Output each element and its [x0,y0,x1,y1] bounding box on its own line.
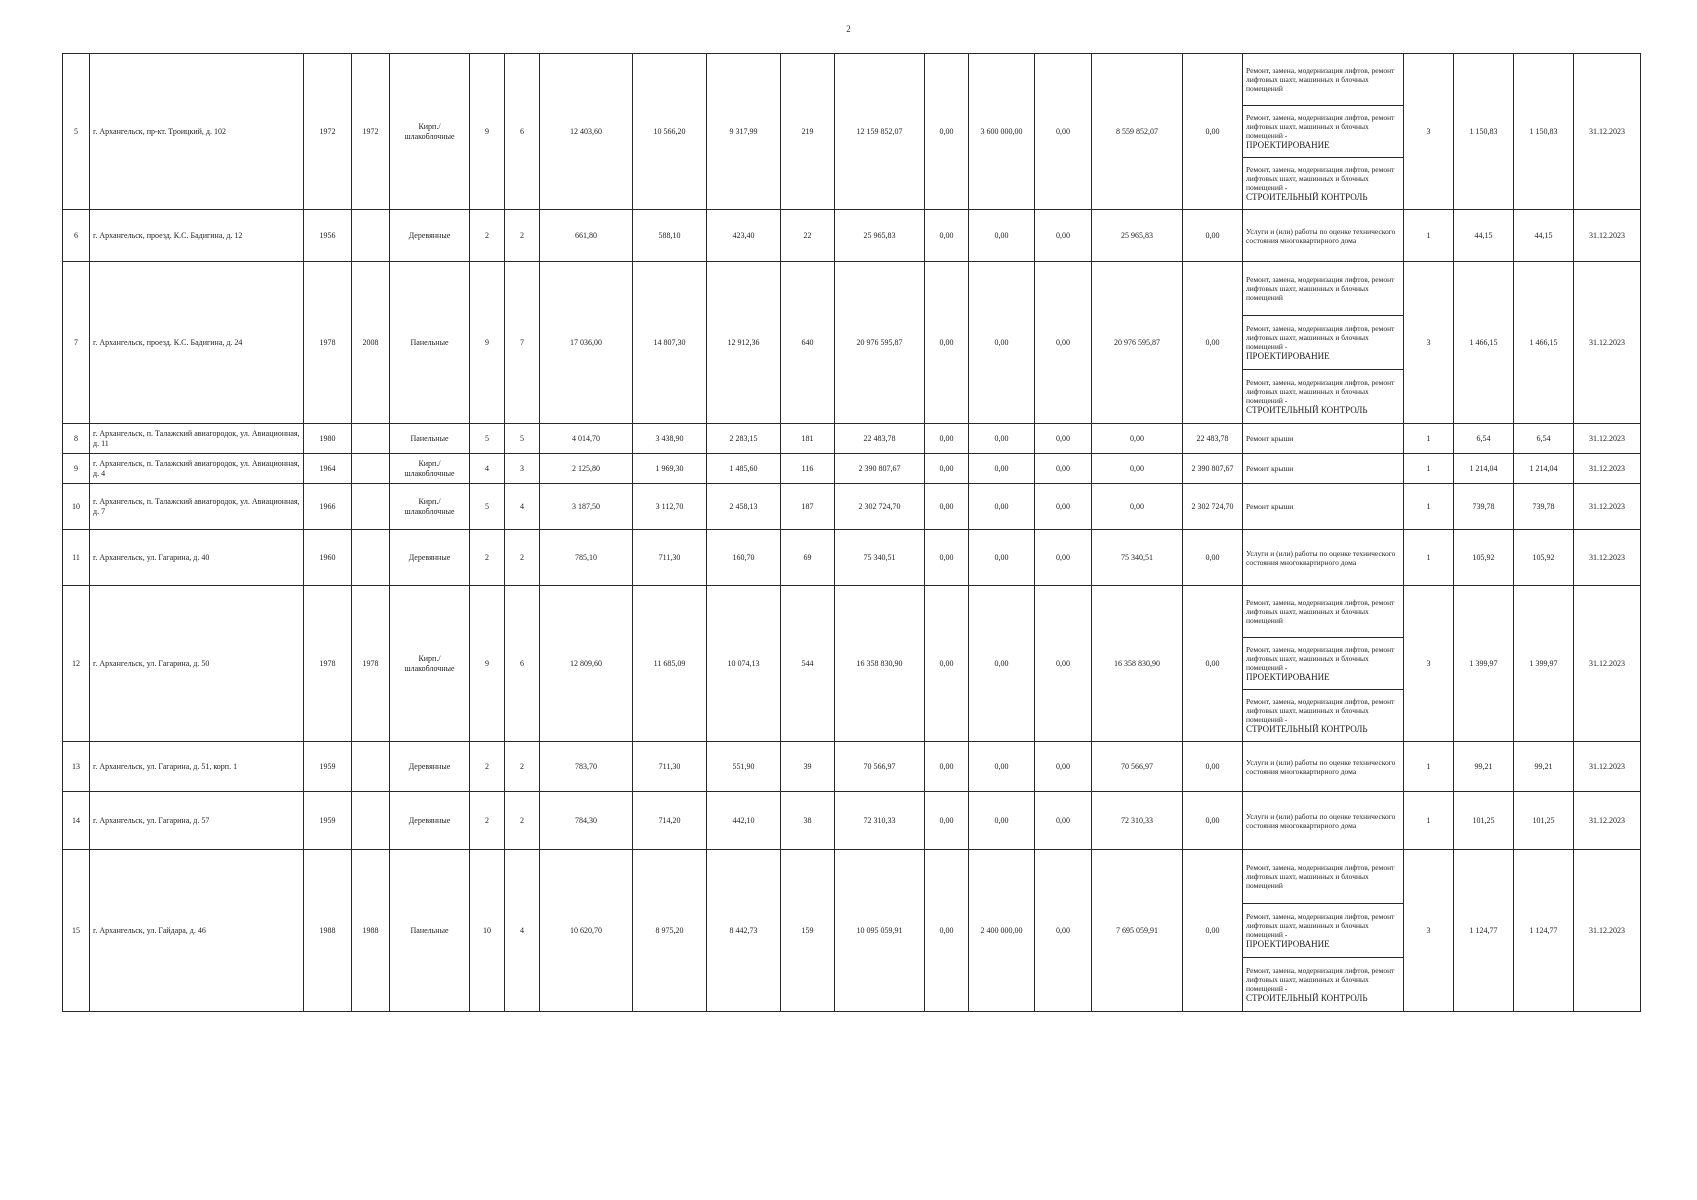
works-cell [1243,792,1404,850]
work-item [1243,370,1403,423]
work-item-text: Ремонт, замена, модернизация лифтов, ремонт лифтовых шахт, машинных и блочных помещений - [1246,965,1395,993]
funding-cell-2: 0,00 [969,424,1035,454]
year-built-cell: 1978 [304,586,352,742]
premises-area-cell: 711,30 [633,530,707,586]
living-area-cell: 10 074,13 [707,586,781,742]
funding-cell-4: 20 976 595,87 [1092,262,1183,424]
works-cell [1243,850,1404,1012]
address-cell: г. Архангельск, ул. Гагарина, д. 50 [90,586,304,742]
address-cell: г. Архангельск, ул. Гайдара, д. 46 [90,850,304,1012]
table-row [63,210,1641,262]
total-area-cell: 12 809,60 [540,586,633,742]
table-body [63,54,1641,1012]
row-number-cell: 13 [63,742,90,792]
entrances-cell: 2 [505,742,540,792]
year-commission-cell [352,454,390,484]
capital-repair-register-table [62,53,1641,1012]
funding-cell-5: 0,00 [1183,586,1243,742]
funding-cell-4: 16 358 830,90 [1092,586,1183,742]
premises-area-cell: 3 112,70 [633,484,707,530]
year-built-cell: 1964 [304,454,352,484]
deadline-cell: 31.12.2023 [1574,586,1641,742]
work-item-text: Ремонт, замена, модернизация лифтов, ремонт лифтовых шахт, машинных и блочных помещений - [1246,113,1395,140]
funding-cell-4: 72 310,33 [1092,792,1183,850]
units-cell: 3 [1404,850,1454,1012]
residents-cell: 69 [781,530,835,586]
entrances-cell: 3 [505,454,540,484]
funding-cell-3: 0,00 [1035,262,1092,424]
funding-cell-5: 0,00 [1183,530,1243,586]
floors-cell: 2 [470,792,505,850]
work-item-text: Ремонт крыши [1246,464,1294,473]
premises-area-cell: 711,30 [633,742,707,792]
work-item [1243,158,1403,209]
row-number-cell: 10 [63,484,90,530]
works-cell [1243,54,1404,210]
funding-cell-1: 0,00 [925,792,969,850]
address-cell: г. Архангельск, пр-кт. Троицкий, д. 102 [90,54,304,210]
work-item-stage: СТРОИТЕЛЬНЫЙ КОНТРОЛЬ [1246,404,1368,415]
works-stack [1243,851,1403,1011]
cost-total-cell: 75 340,51 [835,530,925,586]
work-item-text: Ремонт, замена, модернизация лифтов, ремонт лифтовых шахт, машинных и блочных помещений - [1246,377,1395,405]
funding-cell-1: 0,00 [925,454,969,484]
cost-total-cell: 2 390 807,67 [835,454,925,484]
page-number: 2 [846,24,851,34]
work-item-text: Услуги и (или) работы по оценке технического состояния многоквартирного дома [1246,757,1396,776]
entrances-cell: 4 [505,484,540,530]
units-cell: 1 [1404,210,1454,262]
table-row [63,424,1641,454]
funding-cell-5: 0,00 [1183,742,1243,792]
year-built-cell: 1960 [304,530,352,586]
living-area-cell: 442,10 [707,792,781,850]
units-cell: 3 [1404,586,1454,742]
works-cell [1243,424,1404,454]
unit-cost-cell-1: 1 399,97 [1454,586,1514,742]
entrances-cell: 4 [505,850,540,1012]
row-number-cell: 14 [63,792,90,850]
works-cell [1243,484,1404,530]
funding-cell-3: 0,00 [1035,586,1092,742]
funding-cell-4: 8 559 852,07 [1092,54,1183,210]
living-area-cell: 2 283,15 [707,424,781,454]
work-item [1243,263,1403,317]
work-item [1243,587,1403,639]
address-cell: г. Архангельск, ул. Гагарина, д. 51, корп. 1 [90,742,304,792]
funding-cell-5: 0,00 [1183,210,1243,262]
table-row [63,792,1641,850]
funding-cell-1: 0,00 [925,484,969,530]
funding-cell-3: 0,00 [1035,424,1092,454]
units-cell: 1 [1404,530,1454,586]
wall-material-cell: Кирп./ шлакоблочные [390,484,470,530]
work-item-text: Ремонт, замена, модернизация лифтов, ремонт лифтовых шахт, машинных и блочных помещений [1246,863,1395,891]
address-cell: г. Архангельск, проезд. К.С. Бадигина, д. 24 [90,262,304,424]
work-item-text: Ремонт крыши [1246,502,1294,511]
premises-area-cell: 11 685,09 [633,586,707,742]
year-commission-cell: 1972 [352,54,390,210]
cost-total-cell: 70 566,97 [835,742,925,792]
year-commission-cell [352,484,390,530]
residents-cell: 219 [781,54,835,210]
funding-cell-4: 0,00 [1092,424,1183,454]
floors-cell: 10 [470,850,505,1012]
entrances-cell: 7 [505,262,540,424]
funding-cell-3: 0,00 [1035,484,1092,530]
row-number-cell: 8 [63,424,90,454]
deadline-cell: 31.12.2023 [1574,210,1641,262]
cost-total-cell: 25 965,83 [835,210,925,262]
unit-cost-cell-2: 44,15 [1514,210,1574,262]
wall-material-cell: Кирп./ шлакоблочные [390,54,470,210]
living-area-cell: 12 912,36 [707,262,781,424]
funding-cell-5: 0,00 [1183,262,1243,424]
cost-total-cell: 22 483,78 [835,424,925,454]
funding-cell-3: 0,00 [1035,530,1092,586]
units-cell: 1 [1404,484,1454,530]
funding-cell-5: 0,00 [1183,850,1243,1012]
row-number-cell: 15 [63,850,90,1012]
work-item-stage: СТРОИТЕЛЬНЫЙ КОНТРОЛЬ [1246,723,1368,734]
living-area-cell: 423,40 [707,210,781,262]
work-item-text: Услуги и (или) работы по оценке технического состояния многоквартирного дома [1246,811,1396,830]
unit-cost-cell-1: 1 124,77 [1454,850,1514,1012]
total-area-cell: 785,10 [540,530,633,586]
wall-material-cell: Панельные [390,850,470,1012]
unit-cost-cell-1: 1 150,83 [1454,54,1514,210]
wall-material-cell: Деревянные [390,792,470,850]
deadline-cell: 31.12.2023 [1574,484,1641,530]
deadline-cell: 31.12.2023 [1574,742,1641,792]
funding-cell-2: 0,00 [969,210,1035,262]
year-commission-cell [352,792,390,850]
floors-cell: 9 [470,586,505,742]
units-cell: 1 [1404,742,1454,792]
cost-total-cell: 72 310,33 [835,792,925,850]
row-number-cell: 6 [63,210,90,262]
work-item-text: Ремонт, замена, модернизация лифтов, ремонт лифтовых шахт, машинных и блочных помещений [1246,598,1395,626]
units-cell: 1 [1404,424,1454,454]
works-cell [1243,210,1404,262]
entrances-cell: 5 [505,424,540,454]
total-area-cell: 661,80 [540,210,633,262]
work-item-stage: ПРОЕКТИРОВАНИЕ [1246,672,1330,682]
funding-cell-1: 0,00 [925,424,969,454]
work-item-text: Услуги и (или) работы по оценке технического состояния многоквартирного дома [1246,548,1396,567]
residents-cell: 181 [781,424,835,454]
total-area-cell: 12 403,60 [540,54,633,210]
work-item [1243,904,1403,958]
deadline-cell: 31.12.2023 [1574,262,1641,424]
wall-material-cell: Деревянные [390,742,470,792]
address-cell: г. Архангельск, ул. Гагарина, д. 57 [90,792,304,850]
deadline-cell: 31.12.2023 [1574,530,1641,586]
table-row [63,262,1641,424]
address-cell: г. Архангельск, ул. Гагарина, д. 40 [90,530,304,586]
premises-area-cell: 714,20 [633,792,707,850]
funding-cell-4: 7 695 059,91 [1092,850,1183,1012]
cost-total-cell: 12 159 852,07 [835,54,925,210]
unit-cost-cell-1: 105,92 [1454,530,1514,586]
work-item-stage: ПРОЕКТИРОВАНИЕ [1246,939,1330,949]
work-item-stage: ПРОЕКТИРОВАНИЕ [1246,351,1330,361]
work-item-text: Ремонт, замена, модернизация лифтов, ремонт лифтовых шахт, машинных и блочных помещений - [1246,912,1395,939]
funding-cell-4: 70 566,97 [1092,742,1183,792]
funding-cell-1: 0,00 [925,586,969,742]
work-item-stage: ПРОЕКТИРОВАНИЕ [1246,140,1330,150]
funding-cell-3: 0,00 [1035,850,1092,1012]
year-built-cell: 1988 [304,850,352,1012]
funding-cell-5: 22 483,78 [1183,424,1243,454]
floors-cell: 2 [470,530,505,586]
deadline-cell: 31.12.2023 [1574,454,1641,484]
funding-cell-2: 2 400 000,00 [969,850,1035,1012]
year-commission-cell [352,210,390,262]
funding-cell-4: 0,00 [1092,454,1183,484]
unit-cost-cell-1: 739,78 [1454,484,1514,530]
works-cell [1243,742,1404,792]
work-item [1243,958,1403,1011]
year-built-cell: 1972 [304,54,352,210]
table-row [63,54,1641,210]
table-row [63,850,1641,1012]
funding-cell-1: 0,00 [925,742,969,792]
wall-material-cell: Деревянные [390,210,470,262]
funding-cell-1: 0,00 [925,210,969,262]
residents-cell: 38 [781,792,835,850]
work-item [1243,638,1403,690]
living-area-cell: 1 485,60 [707,454,781,484]
work-item [1243,851,1403,905]
wall-material-cell: Кирп./ шлакоблочные [390,454,470,484]
premises-area-cell: 10 566,20 [633,54,707,210]
work-item [1243,106,1403,158]
year-built-cell: 1978 [304,262,352,424]
residents-cell: 22 [781,210,835,262]
funding-cell-2: 0,00 [969,484,1035,530]
funding-cell-2: 0,00 [969,586,1035,742]
residents-cell: 187 [781,484,835,530]
wall-material-cell: Деревянные [390,530,470,586]
deadline-cell: 31.12.2023 [1574,792,1641,850]
funding-cell-5: 0,00 [1183,54,1243,210]
funding-cell-3: 0,00 [1035,792,1092,850]
work-item [1243,316,1403,370]
unit-cost-cell-2: 739,78 [1514,484,1574,530]
funding-cell-5: 0,00 [1183,792,1243,850]
total-area-cell: 17 036,00 [540,262,633,424]
cost-total-cell: 2 302 724,70 [835,484,925,530]
work-item-stage: СТРОИТЕЛЬНЫЙ КОНТРОЛЬ [1246,992,1368,1003]
address-cell: г. Архангельск, п. Талажский авиагородок, ул. Авиационная, д. 11 [90,424,304,454]
works-cell [1243,586,1404,742]
unit-cost-cell-2: 1 124,77 [1514,850,1574,1012]
deadline-cell: 31.12.2023 [1574,424,1641,454]
entrances-cell: 2 [505,792,540,850]
unit-cost-cell-2: 105,92 [1514,530,1574,586]
premises-area-cell: 8 975,20 [633,850,707,1012]
table-row [63,586,1641,742]
unit-cost-cell-1: 101,25 [1454,792,1514,850]
residents-cell: 116 [781,454,835,484]
unit-cost-cell-2: 1 466,15 [1514,262,1574,424]
funding-cell-2: 0,00 [969,454,1035,484]
unit-cost-cell-2: 1 150,83 [1514,54,1574,210]
premises-area-cell: 14 807,30 [633,262,707,424]
floors-cell: 4 [470,454,505,484]
works-cell [1243,262,1404,424]
funding-cell-1: 0,00 [925,54,969,210]
funding-cell-3: 0,00 [1035,54,1092,210]
table-row [63,742,1641,792]
funding-cell-1: 0,00 [925,850,969,1012]
unit-cost-cell-1: 6,54 [1454,424,1514,454]
work-item-text: Ремонт, замена, модернизация лифтов, ремонт лифтовых шахт, машинных и блочных помещений - [1246,645,1395,672]
deadline-cell: 31.12.2023 [1574,54,1641,210]
residents-cell: 159 [781,850,835,1012]
year-commission-cell: 1978 [352,586,390,742]
living-area-cell: 9 317,99 [707,54,781,210]
funding-cell-4: 75 340,51 [1092,530,1183,586]
row-number-cell: 12 [63,586,90,742]
works-cell [1243,530,1404,586]
living-area-cell: 551,90 [707,742,781,792]
table-row [63,454,1641,484]
year-commission-cell: 1988 [352,850,390,1012]
total-area-cell: 3 187,50 [540,484,633,530]
residents-cell: 39 [781,742,835,792]
premises-area-cell: 3 438,90 [633,424,707,454]
year-commission-cell [352,424,390,454]
units-cell: 3 [1404,54,1454,210]
unit-cost-cell-2: 99,21 [1514,742,1574,792]
wall-material-cell: Панельные [390,262,470,424]
cost-total-cell: 16 358 830,90 [835,586,925,742]
floors-cell: 2 [470,210,505,262]
address-cell: г. Архангельск, п. Талажский авиагородок, ул. Авиационная, д. 7 [90,484,304,530]
funding-cell-3: 0,00 [1035,454,1092,484]
unit-cost-cell-1: 44,15 [1454,210,1514,262]
entrances-cell: 6 [505,586,540,742]
floors-cell: 9 [470,54,505,210]
work-item-text: Ремонт, замена, модернизация лифтов, ремонт лифтовых шахт, машинных и блочных помещений - [1246,324,1395,351]
total-area-cell: 783,70 [540,742,633,792]
premises-area-cell: 1 969,30 [633,454,707,484]
wall-material-cell: Панельные [390,424,470,454]
funding-cell-2: 0,00 [969,262,1035,424]
unit-cost-cell-1: 1 214,04 [1454,454,1514,484]
funding-cell-5: 2 302 724,70 [1183,484,1243,530]
entrances-cell: 2 [505,530,540,586]
address-cell: г. Архангельск, проезд. К.С. Бадигина, д. 12 [90,210,304,262]
units-cell: 1 [1404,792,1454,850]
work-item-text: Ремонт, замена, модернизация лифтов, ремонт лифтовых шахт, машинных и блочных помещений - [1246,164,1395,192]
entrances-cell: 6 [505,54,540,210]
work-item [1243,690,1403,741]
row-number-cell: 11 [63,530,90,586]
floors-cell: 9 [470,262,505,424]
work-item-text: Ремонт крыши [1246,434,1294,443]
funding-cell-1: 0,00 [925,262,969,424]
total-area-cell: 784,30 [540,792,633,850]
year-commission-cell [352,530,390,586]
residents-cell: 544 [781,586,835,742]
unit-cost-cell-2: 101,25 [1514,792,1574,850]
residents-cell: 640 [781,262,835,424]
funding-cell-2: 0,00 [969,530,1035,586]
row-number-cell: 9 [63,454,90,484]
table-row [63,484,1641,530]
funding-cell-1: 0,00 [925,530,969,586]
funding-cell-2: 0,00 [969,742,1035,792]
wall-material-cell: Кирп./ шлакоблочные [390,586,470,742]
unit-cost-cell-1: 1 466,15 [1454,262,1514,424]
year-built-cell: 1980 [304,424,352,454]
floors-cell: 2 [470,742,505,792]
year-commission-cell [352,742,390,792]
work-item-text: Ремонт, замена, модернизация лифтов, ремонт лифтовых шахт, машинных и блочных помещений [1246,275,1395,303]
year-commission-cell: 2008 [352,262,390,424]
living-area-cell: 2 458,13 [707,484,781,530]
work-item-text: Ремонт, замена, модернизация лифтов, ремонт лифтовых шахт, машинных и блочных помещений - [1246,696,1395,724]
works-stack [1243,587,1403,741]
unit-cost-cell-2: 1 214,04 [1514,454,1574,484]
total-area-cell: 10 620,70 [540,850,633,1012]
work-item-text: Услуги и (или) работы по оценке технического состояния многоквартирного дома [1246,226,1396,245]
unit-cost-cell-1: 99,21 [1454,742,1514,792]
funding-cell-5: 2 390 807,67 [1183,454,1243,484]
works-stack [1243,55,1403,209]
floors-cell: 5 [470,484,505,530]
cost-total-cell: 10 095 059,91 [835,850,925,1012]
total-area-cell: 4 014,70 [540,424,633,454]
floors-cell: 5 [470,424,505,454]
address-cell: г. Архангельск, п. Талажский авиагородок, ул. Авиационная, д. 4 [90,454,304,484]
row-number-cell: 5 [63,54,90,210]
funding-cell-3: 0,00 [1035,210,1092,262]
cost-total-cell: 20 976 595,87 [835,262,925,424]
work-item [1243,55,1403,107]
table-row [63,530,1641,586]
works-cell [1243,454,1404,484]
funding-cell-4: 25 965,83 [1092,210,1183,262]
entrances-cell: 2 [505,210,540,262]
year-built-cell: 1966 [304,484,352,530]
total-area-cell: 2 125,80 [540,454,633,484]
funding-cell-2: 3 600 000,00 [969,54,1035,210]
deadline-cell: 31.12.2023 [1574,850,1641,1012]
unit-cost-cell-2: 1 399,97 [1514,586,1574,742]
year-built-cell: 1959 [304,742,352,792]
funding-cell-3: 0,00 [1035,742,1092,792]
works-stack [1243,263,1403,423]
work-item-text: Ремонт, замена, модернизация лифтов, ремонт лифтовых шахт, машинных и блочных помещений [1246,66,1395,94]
work-item-stage: СТРОИТЕЛЬНЫЙ КОНТРОЛЬ [1246,191,1368,202]
living-area-cell: 8 442,73 [707,850,781,1012]
premises-area-cell: 588,10 [633,210,707,262]
unit-cost-cell-2: 6,54 [1514,424,1574,454]
living-area-cell: 160,70 [707,530,781,586]
units-cell: 1 [1404,454,1454,484]
units-cell: 3 [1404,262,1454,424]
funding-cell-4: 0,00 [1092,484,1183,530]
year-built-cell: 1959 [304,792,352,850]
funding-cell-2: 0,00 [969,792,1035,850]
year-built-cell: 1956 [304,210,352,262]
row-number-cell: 7 [63,262,90,424]
